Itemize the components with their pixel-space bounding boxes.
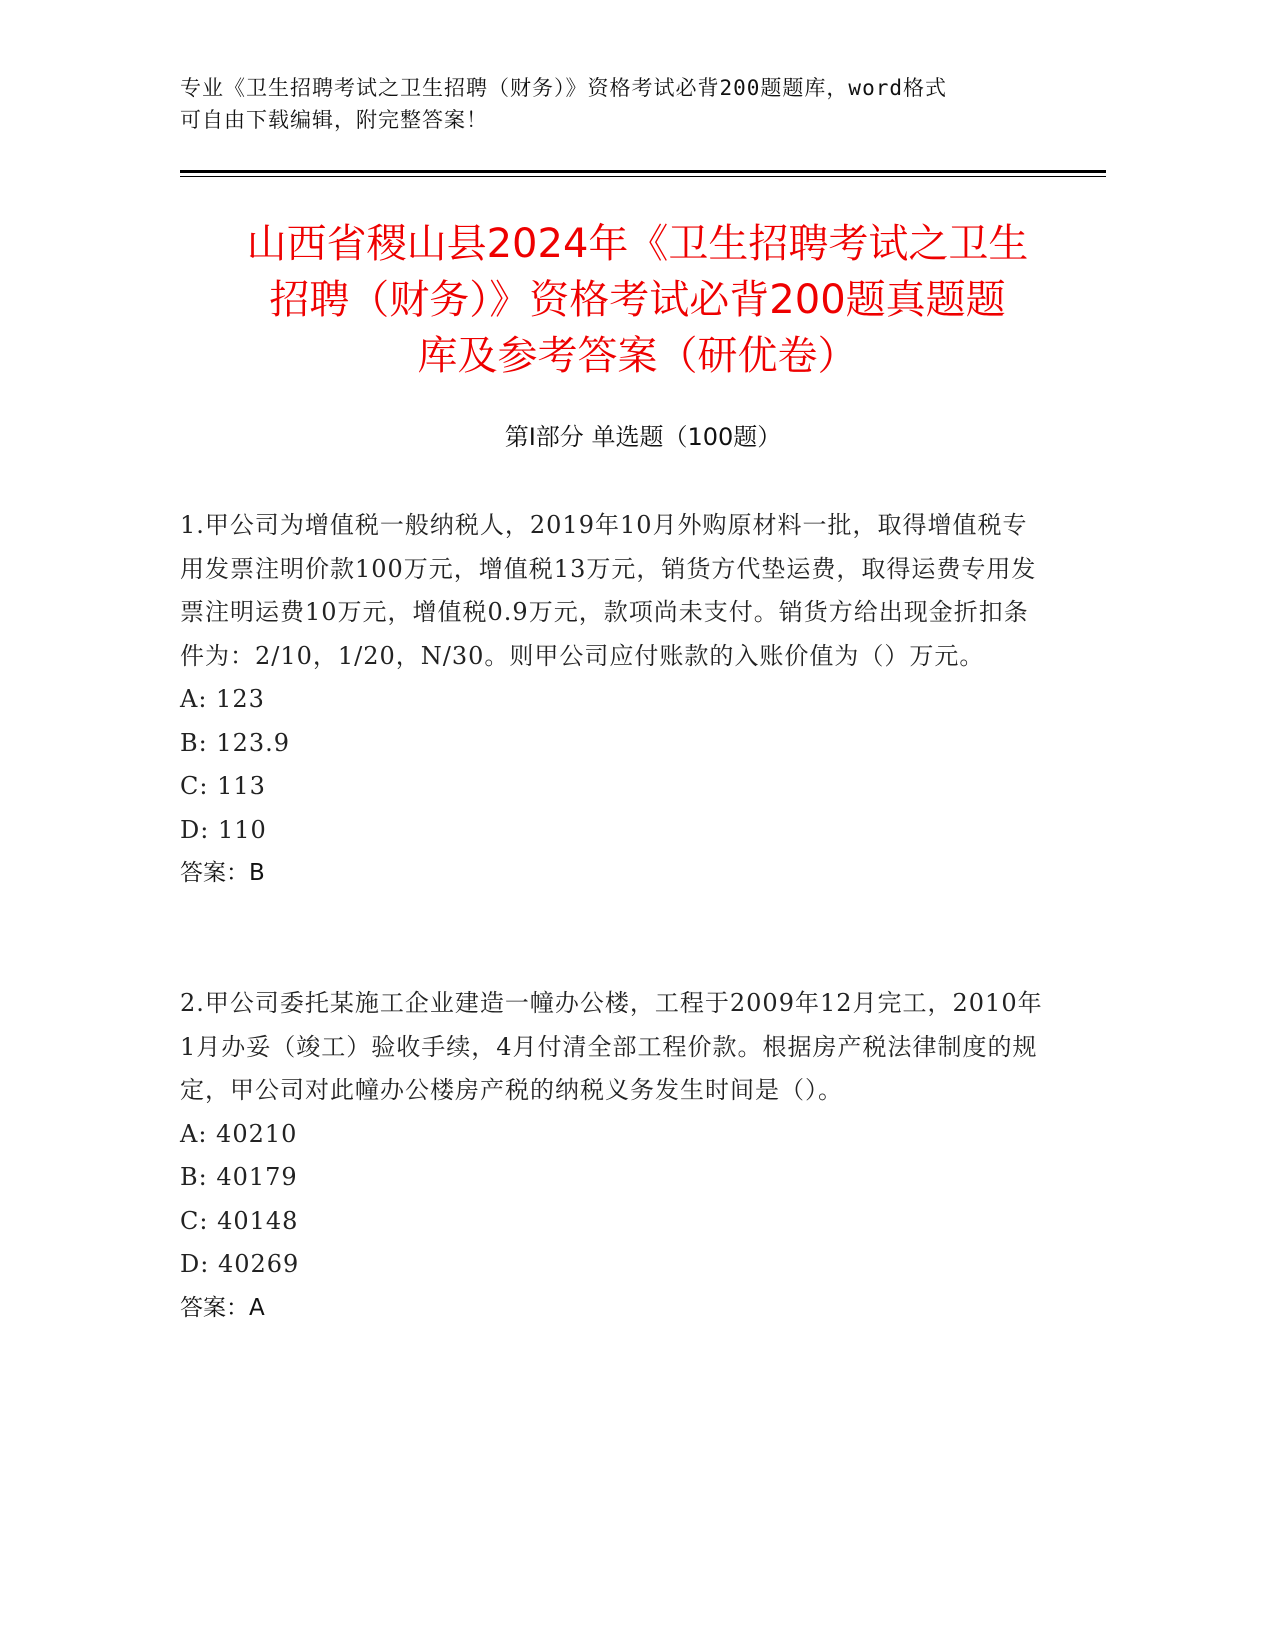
- title-line-1: 山西省稷山县2024年《卫生招聘考试之卫生: [246, 221, 1029, 267]
- question-stem: 1.甲公司为增值税一般纳税人，2019年10月外购原材料一批，取得增值税专用发票注明价款100万元，增值税13万元，销货方代垫运费，取得运费专用发票注明运费10万元，增值税0.9万元，款项尚未支付。销货方给出现金折扣条件为：2/10，1/20，N/30。则甲公司应付账款的入账价值为（）万元。: [180, 511, 1037, 670]
- option-a: A: 40210: [180, 1119, 298, 1148]
- header-divider-thin: [180, 176, 1106, 177]
- section-heading: 第Ⅰ部分 单选题（100题）: [504, 423, 782, 451]
- header-divider-thick: [180, 170, 1106, 173]
- option-d: D: 110: [180, 815, 267, 844]
- option-b: B: 40179: [180, 1163, 298, 1191]
- header-note-line-1: 专业《卫生招聘考试之卫生招聘（财务）》资格考试必背200题题库，word格式: [180, 76, 947, 100]
- header-note-line-2: 可自由下载编辑，附完整答案！: [180, 108, 488, 132]
- title-line-3: 库及参考答案（研优卷）: [417, 333, 858, 379]
- title-line-2: 招聘（财务）》资格考试必背200题真题题: [269, 277, 1006, 323]
- document-title: [165, 216, 1110, 384]
- answer-label: 答案：B: [180, 860, 265, 886]
- header-note: [180, 72, 1060, 136]
- option-d: D: 40269: [180, 1250, 300, 1278]
- question-item: [180, 504, 1050, 896]
- option-c: C: 40148: [180, 1206, 299, 1235]
- question-item: [180, 982, 1050, 1330]
- question-stem: 2.甲公司委托某施工企业建造一幢办公楼，工程于2009年12月完工，2010年1月办妥（竣工）验收手续，4月付清全部工程价款。根据房产税法律制度的规定，甲公司对此幢办公楼房产税的纳税义务发生时间是（）。: [180, 989, 1043, 1104]
- answer-label: 答案：A: [180, 1294, 265, 1321]
- option-a: A: 123: [180, 685, 265, 713]
- option-c: C: 113: [180, 772, 266, 800]
- option-b: B: 123.9: [180, 728, 291, 757]
